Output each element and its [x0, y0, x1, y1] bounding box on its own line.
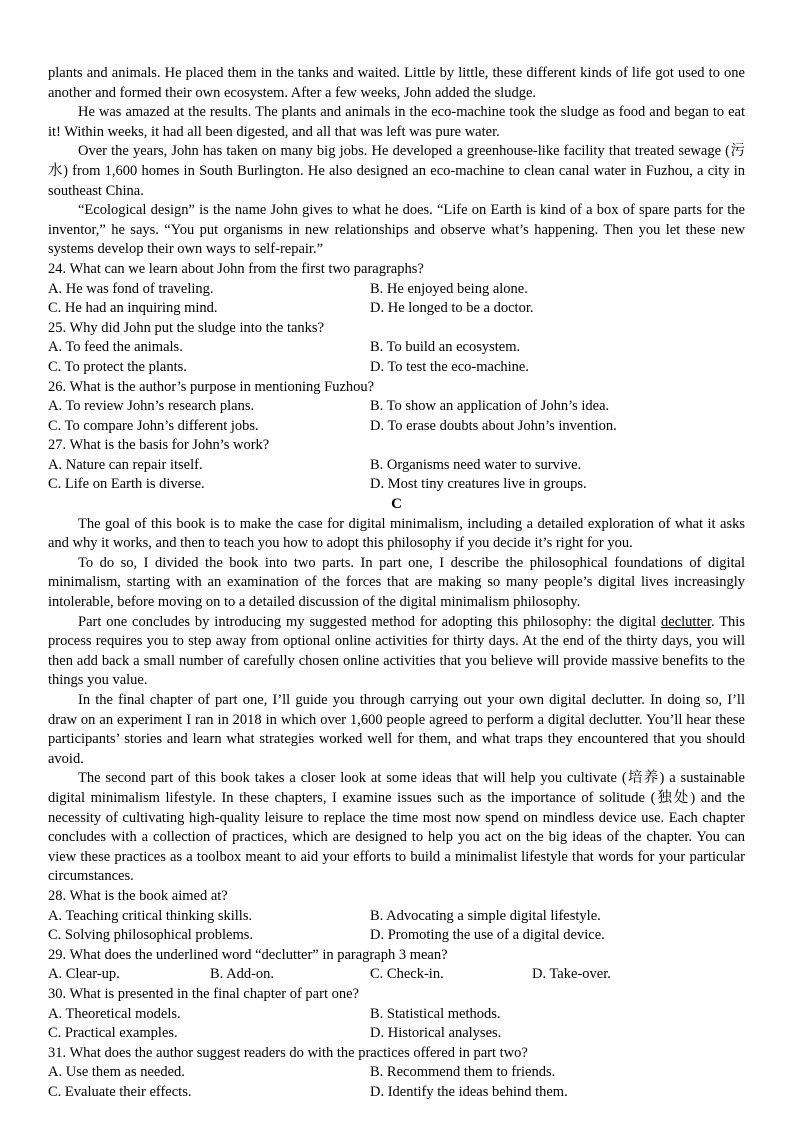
passage-c-paragraph-4: In the final chapter of part one, I’ll guide you through carrying out your own digital declutter. In doing so, I’ll draw on an experiment I ran in 2018 in which over 1,600 people agreed to perform a digital declutter. You’ll hear these participants’ stories and learn what strategies worked well for them, and what traps they encountered that you should avoid. [48, 692, 745, 767]
question-26-options [48, 397, 745, 436]
question-27-stem: 27. What is the basis for John’s work? [48, 437, 270, 454]
question-27 [48, 436, 745, 495]
question-24 [48, 260, 745, 319]
option-d: D. Identify the ideas behind them. [370, 1083, 568, 1100]
question-24-options [48, 280, 745, 319]
question-27-options [48, 456, 745, 495]
option-d: D. To erase doubts about John’s invention. [370, 417, 617, 434]
option-d: D. Most tiny creatures live in groups. [370, 476, 587, 493]
option-d: D. He longed to be a doctor. [370, 300, 534, 317]
option-a: A. Teaching critical thinking skills. [48, 907, 253, 924]
option-b: B. To show an application of John’s idea. [370, 398, 610, 415]
passage-b-paragraph-4: “Ecological design” is the name John gives to what he does. “Life on Earth is kind of a box of spare parts for the inventor,” he says. “You put organisms in new relationships and observe what’s happening. Then you let these new systems develop their own ways to self-repair.” [48, 202, 745, 258]
option-c: C. To protect the plants. [48, 358, 187, 375]
option-b: B. Recommend them to friends. [370, 1064, 556, 1081]
option-c: C. Life on Earth is diverse. [48, 476, 205, 493]
question-28 [48, 887, 745, 946]
question-29-options [48, 965, 745, 985]
option-b: B. Organisms need water to survive. [370, 456, 582, 473]
option-c: C. To compare John’s different jobs. [48, 417, 259, 434]
passage-c-paragraph-3 [48, 613, 745, 691]
option-a: A. To feed the animals. [48, 339, 183, 356]
option-c: C. Solving philosophical problems. [48, 927, 254, 944]
option-a: A. He was fond of traveling. [48, 280, 214, 297]
option-d: D. Historical analyses. [370, 1025, 502, 1042]
option-b: B. He enjoyed being alone. [370, 280, 528, 297]
question-31-options [48, 1063, 745, 1102]
option-c: C. Evaluate their effects. [48, 1083, 192, 1100]
option-c: C. Practical examples. [48, 1025, 178, 1042]
option-a: A. Clear-up. [48, 966, 120, 983]
question-31 [48, 1044, 745, 1103]
passage-c-paragraph-1: The goal of this book is to make the case for digital minimalism, including a detailed exploration of what it asks and why it works, and then to teach you how to adopt this philosophy if you decide it’s right for you. [48, 515, 745, 552]
passage-b-paragraph-1: plants and animals. He placed them in the tanks and waited. Little by little, these different kinds of life got used to one another and formed their own ecosystem. After a few weeks, John added the sludge. [48, 65, 745, 101]
question-25-options [48, 338, 745, 377]
question-24-stem: 24. What can we learn about John from the first two paragraphs? [48, 260, 424, 277]
option-a: A. Use them as needed. [48, 1064, 185, 1081]
question-31-stem: 31. What does the author suggest readers do with the practices offered in part two? [48, 1044, 528, 1061]
section-c-heading: C [391, 496, 402, 513]
passage-c-paragraph-5: The second part of this book takes a closer look at some ideas that will help you cultivate (培养) a sustainable digital minimalism lifestyle. In these chapters, I examine issues such as the importance of solitude (独处) and the necessity of cultivating high-quality leisure to replace the time most now spend on mindless device use. Each chapter concludes with a collection of practices, which are designed to help you act on the big ideas of the chapter. You can view these practices as a toolbox meant to aid your efforts to build a minimalist lifestyle that words for your particular circumstances. [48, 770, 745, 885]
question-29 [48, 946, 745, 985]
option-d: D. Take-over. [532, 966, 611, 983]
question-26-stem: 26. What is the author’s purpose in mentioning Fuzhou? [48, 378, 375, 395]
option-c: C. He had an inquiring mind. [48, 300, 218, 317]
passage-c-paragraph-2: To do so, I divided the book into two parts. In part one, I describe the philosophical foundations of digital minimalism, starting with an examination of the forces that are making so many people’s digital lives increasingly intolerable, before moving on to a detailed discussion of the digital minimalism philosophy. [48, 554, 745, 611]
question-30-stem: 30. What is presented in the final chapter of part one? [48, 985, 359, 1002]
question-30 [48, 985, 745, 1044]
question-25 [48, 319, 745, 378]
question-26 [48, 378, 745, 437]
passage-b-paragraph-3: Over the years, John has taken on many big jobs. He developed a greenhouse-like facility that treated sewage (污水) from 1,600 homes in South Burlington. He also designed an eco-machine to clean canal water in Fuzhou, a city in southeast China. [48, 143, 745, 199]
option-d: D. Promoting the use of a digital device. [370, 927, 605, 944]
option-b: B. Add-on. [210, 966, 275, 983]
option-a: A. To review John’s research plans. [48, 398, 255, 415]
option-c: C. Check-in. [370, 966, 444, 983]
option-d: D. To test the eco-machine. [370, 358, 529, 375]
question-28-stem: 28. What is the book aimed at? [48, 887, 228, 904]
option-b: B. Statistical methods. [370, 1005, 501, 1022]
option-b: B. To build an ecosystem. [370, 339, 521, 356]
paragraph-3-before: Part one concludes by introducing my suggested method for adopting this philosophy: the digital [78, 613, 662, 630]
passage-b-paragraph-2: He was amazed at the results. The plants and animals in the eco-machine took the sludge as food and began to eat it! Within weeks, it had all been digested, and all that was left was pure water. [48, 104, 745, 140]
question-29-stem: 29. What does the underlined word “declutter” in paragraph 3 mean? [48, 946, 448, 963]
underlined-word-declutter: declutter [661, 613, 711, 630]
paragraph-3-after: . This process requires you to step away from optional online activities for thirty days. At the end of the thirty days, you will then add back a small number of carefully chosen online activities that you believe will provide massive benefits to the things you value. [48, 613, 745, 689]
option-b: B. Advocating a simple digital lifestyle. [370, 907, 601, 924]
question-25-stem: 25. Why did John put the sludge into the tanks? [48, 319, 325, 336]
question-30-options [48, 1005, 745, 1044]
option-a: A. Theoretical models. [48, 1005, 181, 1022]
question-28-options [48, 907, 745, 946]
option-a: A. Nature can repair itself. [48, 456, 203, 473]
